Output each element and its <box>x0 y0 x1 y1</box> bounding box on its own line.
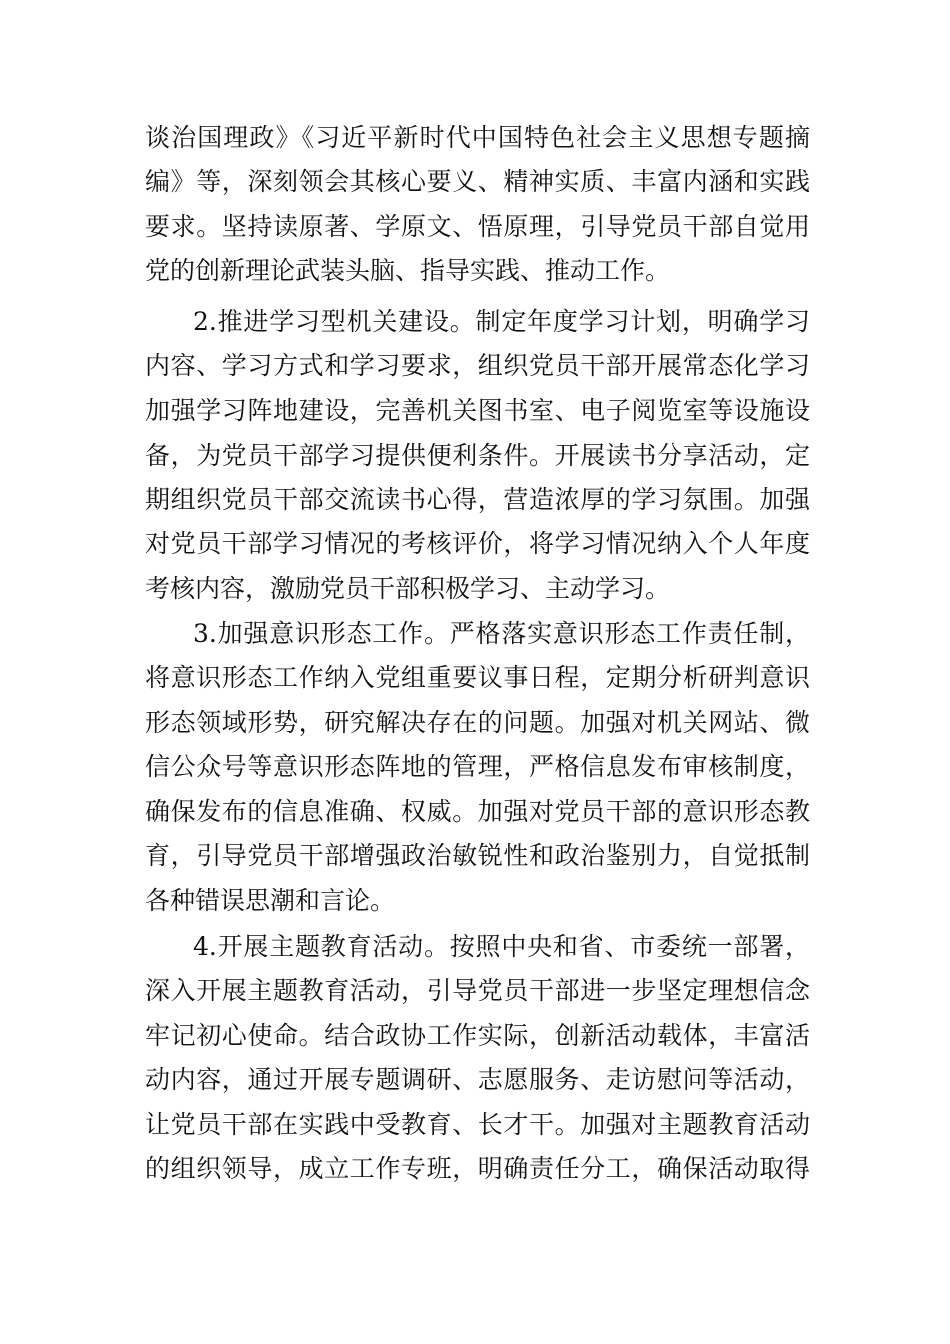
text-line: 内容、学习方式和学习要求，组织党员干部开展常态化学习 <box>145 351 810 380</box>
text-line: 对党员干部学习情况的考核评价，将学习情况纳入个人年度 <box>145 529 810 558</box>
text-line: 确保发布的信息准确、权威。加强对党员干部的意识形态教 <box>145 797 810 826</box>
text-line: 加强学习阵地建设，完善机关图书室、电子阅览室等设施设 <box>145 396 810 425</box>
text-line: 动内容，通过开展专题调研、志愿服务、走访慰问等活动， <box>145 1065 810 1094</box>
paragraph-heading-4: 4.开展主题教育活动。按照中央和省、市委统一部署， <box>193 932 810 961</box>
text-line: 备，为党员干部学习提供便利条件。开展读书分享活动，定 <box>145 441 810 470</box>
text-line: 考核内容，激励党员干部积极学习、主动学习。 <box>145 574 671 603</box>
text-line: 期组织党员干部交流读书心得，营造浓厚的学习氛围。加强 <box>145 485 810 514</box>
text-line: 将意识形态工作纳入党组重要议事日程，定期分析研判意识 <box>145 663 810 692</box>
text-line: 党的创新理论武装头脑、指导实践、推动工作。 <box>145 256 671 285</box>
paragraph-heading-3: 3.加强意识形态工作。严格落实意识形态工作责任制， <box>193 619 810 648</box>
text-line: 的组织领导，成立工作专班，明确责任分工，确保活动取得 <box>145 1154 810 1183</box>
paragraph-heading-2: 2.推进学习型机关建设。制定年度学习计划，明确学习 <box>193 307 810 336</box>
text-line: 各种错误思潮和言论。 <box>145 886 396 915</box>
text-line: 谈治国理政》《习近平新时代中国特色社会主义思想专题摘 <box>145 123 810 152</box>
text-line: 编》等，深刻领会其核心要义、精神实质、丰富内涵和实践 <box>145 167 810 196</box>
text-line: 深入开展主题教育活动，引导党员干部进一步坚定理想信念 <box>145 976 810 1005</box>
text-line: 信公众号等意识形态阵地的管理，严格信息发布审核制度， <box>145 752 810 781</box>
text-line: 牢记初心使命。结合政协工作实际，创新活动载体，丰富活 <box>145 1021 810 1050</box>
text-line: 育，引导党员干部增强政治敏锐性和政治鉴别力，自觉抵制 <box>145 841 810 870</box>
text-line: 要求。坚持读原著、学原文、悟原理，引导党员干部自觉用 <box>145 212 810 241</box>
text-line: 形态领域形势，研究解决存在的问题。加强对机关网站、微 <box>145 708 810 737</box>
text-line: 让党员干部在实践中受教育、长才干。加强对主题教育活动 <box>145 1110 810 1139</box>
